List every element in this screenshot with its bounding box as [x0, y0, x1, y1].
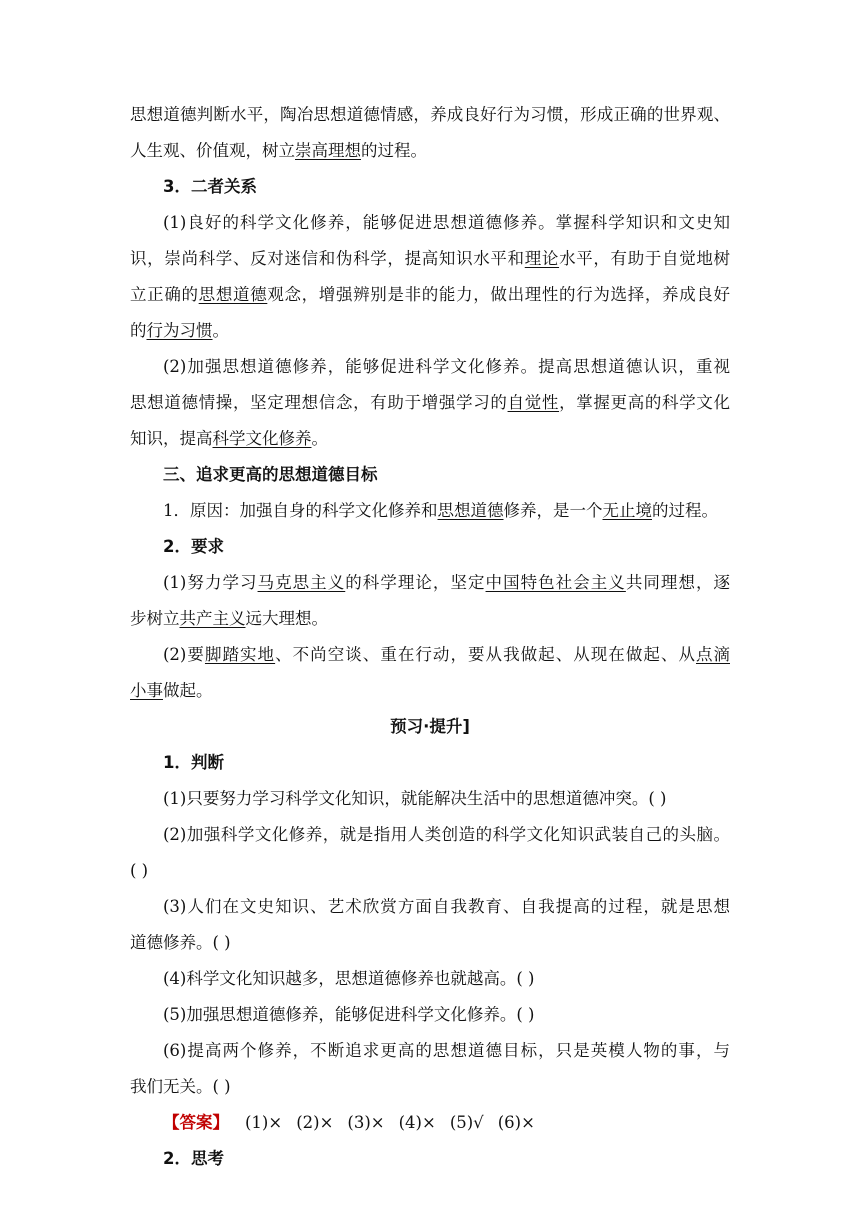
judge-heading: 1．判断 — [163, 753, 224, 772]
answer-item: (6)× — [497, 1113, 535, 1132]
answer-line — [163, 1111, 730, 1135]
underlined-term: 无止境 — [602, 501, 652, 520]
judge-item-continued: 道德修养。( ) — [130, 933, 231, 952]
judge-item: (1)只要努力学习科学文化知识，就能解决生活中的思想道德冲突。( ) — [163, 789, 667, 808]
underlined-term: 自觉性 — [507, 393, 560, 412]
underlined-term: 思想道德 — [437, 501, 504, 520]
section-heading: 三、追求更高的思想道德目标 — [163, 465, 378, 484]
underlined-term: 共产主义 — [179, 609, 246, 628]
paragraph-line: 小事做起。 — [130, 681, 213, 700]
answer-item: (3)× — [347, 1113, 385, 1132]
underlined-term: 行为习惯 — [146, 321, 213, 340]
underlined-term: 马克思主义 — [257, 573, 346, 592]
underlined-term: 思想道德 — [198, 285, 268, 304]
answer-label: 【答案】 — [163, 1113, 229, 1132]
underlined-term: 小事 — [130, 681, 163, 700]
underlined-term: 脚踏实地 — [204, 645, 276, 664]
paragraph-line: (1)良好的科学文化修养，能够促进思想道德修养。掌握科学知识和文史知 — [163, 213, 730, 232]
judge-item: (6)提高两个修养，不断追求更高的思想道德目标，只是英模人物的事，与 — [163, 1041, 730, 1060]
paragraph-line: 知识，提高科学文化修养。 — [130, 429, 328, 448]
paragraph-line: 步树立共产主义远大理想。 — [130, 609, 328, 628]
paragraph-line: 思想道德判断水平，陶冶思想道德情感，养成良好行为习惯，形成正确的世界观、 — [130, 105, 730, 124]
paragraph-line: (2)要脚踏实地、不尚空谈、重在行动，要从我做起、从现在做起、从点滴 — [163, 645, 730, 664]
underlined-term: 理论 — [524, 249, 560, 268]
judge-item: (2)加强科学文化修养，就是指用人类创造的科学文化知识武装自己的头脑。 — [163, 825, 730, 844]
paragraph-line: 思想道德情操，坚定理想信念，有助于增强学习的自觉性，掌握更高的科学文化 — [130, 393, 730, 412]
underlined-term: 中国特色社会主义 — [485, 573, 626, 592]
paragraph-line: 立正确的思想道德观念，增强辨别是非的能力，做出理性的行为选择，养成良好 — [130, 285, 730, 304]
answer-item: (1)× — [245, 1113, 283, 1132]
judge-item-continued: 我们无关。( ) — [130, 1077, 231, 1096]
preview-title: 预习·提升] — [390, 717, 470, 736]
answer-item: (4)× — [398, 1113, 436, 1132]
paragraph-line: 识，崇尚科学、反对迷信和伪科学，提高知识水平和理论水平，有助于自觉地树 — [130, 249, 730, 268]
judge-item: (5)加强思想道德修养，能够促进科学文化修养。( ) — [163, 1005, 535, 1024]
answer-list — [245, 1113, 549, 1132]
paragraph-line: 的行为习惯。 — [130, 321, 229, 340]
underlined-term: 点滴 — [695, 645, 730, 664]
section-heading: 3．二者关系 — [163, 177, 257, 196]
judge-item-continued: ( ) — [130, 861, 149, 880]
underlined-term: 崇高理想 — [295, 141, 361, 160]
paragraph-line: 1．原因：加强自身的科学文化修养和思想道德修养，是一个无止境的过程。 — [163, 501, 718, 520]
underlined-term: 科学文化修养 — [212, 429, 312, 448]
section-heading: 2．要求 — [163, 537, 224, 556]
paragraph-line: (1)努力学习马克思主义的科学理论，坚定中国特色社会主义共同理想，逐 — [163, 573, 730, 592]
paragraph-line: (2)加强思想道德修养，能够促进科学文化修养。提高思想道德认识，重视 — [163, 357, 730, 376]
judge-item: (4)科学文化知识越多，思想道德修养也就越高。( ) — [163, 969, 535, 988]
answer-item: (2)× — [296, 1113, 334, 1132]
judge-item: (3)人们在文史知识、艺术欣赏方面自我教育、自我提高的过程，就是思想 — [163, 897, 730, 916]
think-heading: 2．思考 — [163, 1149, 224, 1168]
answer-item: (5)√ — [449, 1113, 484, 1132]
paragraph-line: 人生观、价值观，树立崇高理想的过程。 — [130, 141, 427, 160]
